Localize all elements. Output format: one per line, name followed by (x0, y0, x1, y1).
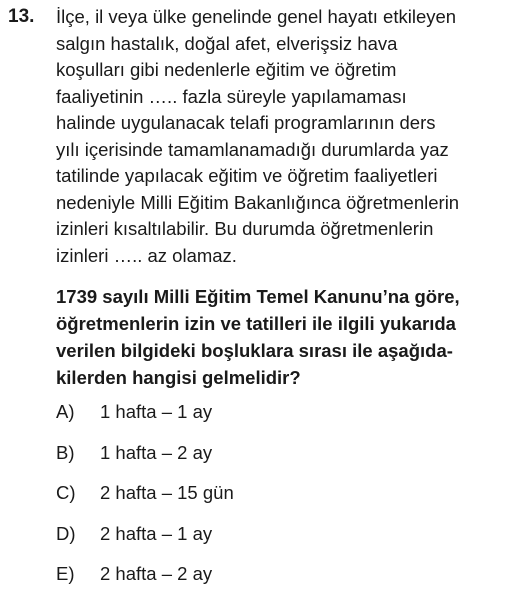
option-letter: C) (56, 482, 76, 503)
stem-line: izinleri kısaltılabilir. Bu durumda öğretmenlerin (56, 218, 434, 239)
option-a[interactable] (56, 400, 496, 441)
stem-line: halinde uygulanacak telafi programlarının ders (56, 112, 436, 133)
option-text: 1 hafta – 2 ay (100, 441, 213, 463)
stem-line: izinleri ….. az olamaz. (56, 244, 237, 266)
stem-line: faaliyetinin ….. fazla süreyle yapılamaması (56, 85, 407, 107)
prompt-line: verilen bilgideki boşluklara sırası ile aşağıda- (56, 340, 453, 361)
prompt-line: kilerden hangisi gelmelidir? (56, 367, 301, 388)
question-number: 13. (8, 6, 35, 27)
stem-line: koşulları gibi nedenlerle eğitim ve öğretim (56, 59, 397, 80)
option-e[interactable] (56, 562, 496, 603)
prompt-line: öğretmenlerin izin ve tatilleri ile ilgili yukarıda (56, 313, 456, 334)
option-c[interactable] (56, 481, 496, 522)
question-prompt (56, 283, 508, 391)
option-text: 2 hafta – 15 gün (100, 482, 234, 503)
stem-line: İlçe, il veya ülke genelinde genel hayatı etkileyen (56, 6, 457, 27)
option-d[interactable] (56, 522, 496, 563)
question-stem (56, 4, 506, 269)
stem-line: nedeniyle Milli Eğitim Bakanlığınca öğretmenlerin (56, 191, 460, 213)
option-letter: D) (56, 522, 76, 544)
stem-line: salgın hastalık, doğal afet, elverişsiz hava (56, 32, 398, 54)
prompt-line: 1739 sayılı Milli Eğitim Temel Kanunu’na göre, (56, 286, 460, 307)
stem-line: tatilinde yapılacak eğitim ve öğretim faaliyetleri (56, 165, 438, 186)
answer-options (56, 400, 496, 603)
option-text: 1 hafta – 1 ay (100, 401, 213, 422)
option-letter: B) (56, 441, 75, 463)
option-text: 2 hafta – 1 ay (100, 522, 213, 544)
stem-line: yılı içerisinde tamamlanamadığı durumlarda yaz (56, 138, 449, 160)
option-letter: A) (56, 401, 75, 422)
option-letter: E) (56, 563, 75, 584)
option-text: 2 hafta – 2 ay (100, 563, 213, 584)
option-b[interactable] (56, 441, 496, 482)
